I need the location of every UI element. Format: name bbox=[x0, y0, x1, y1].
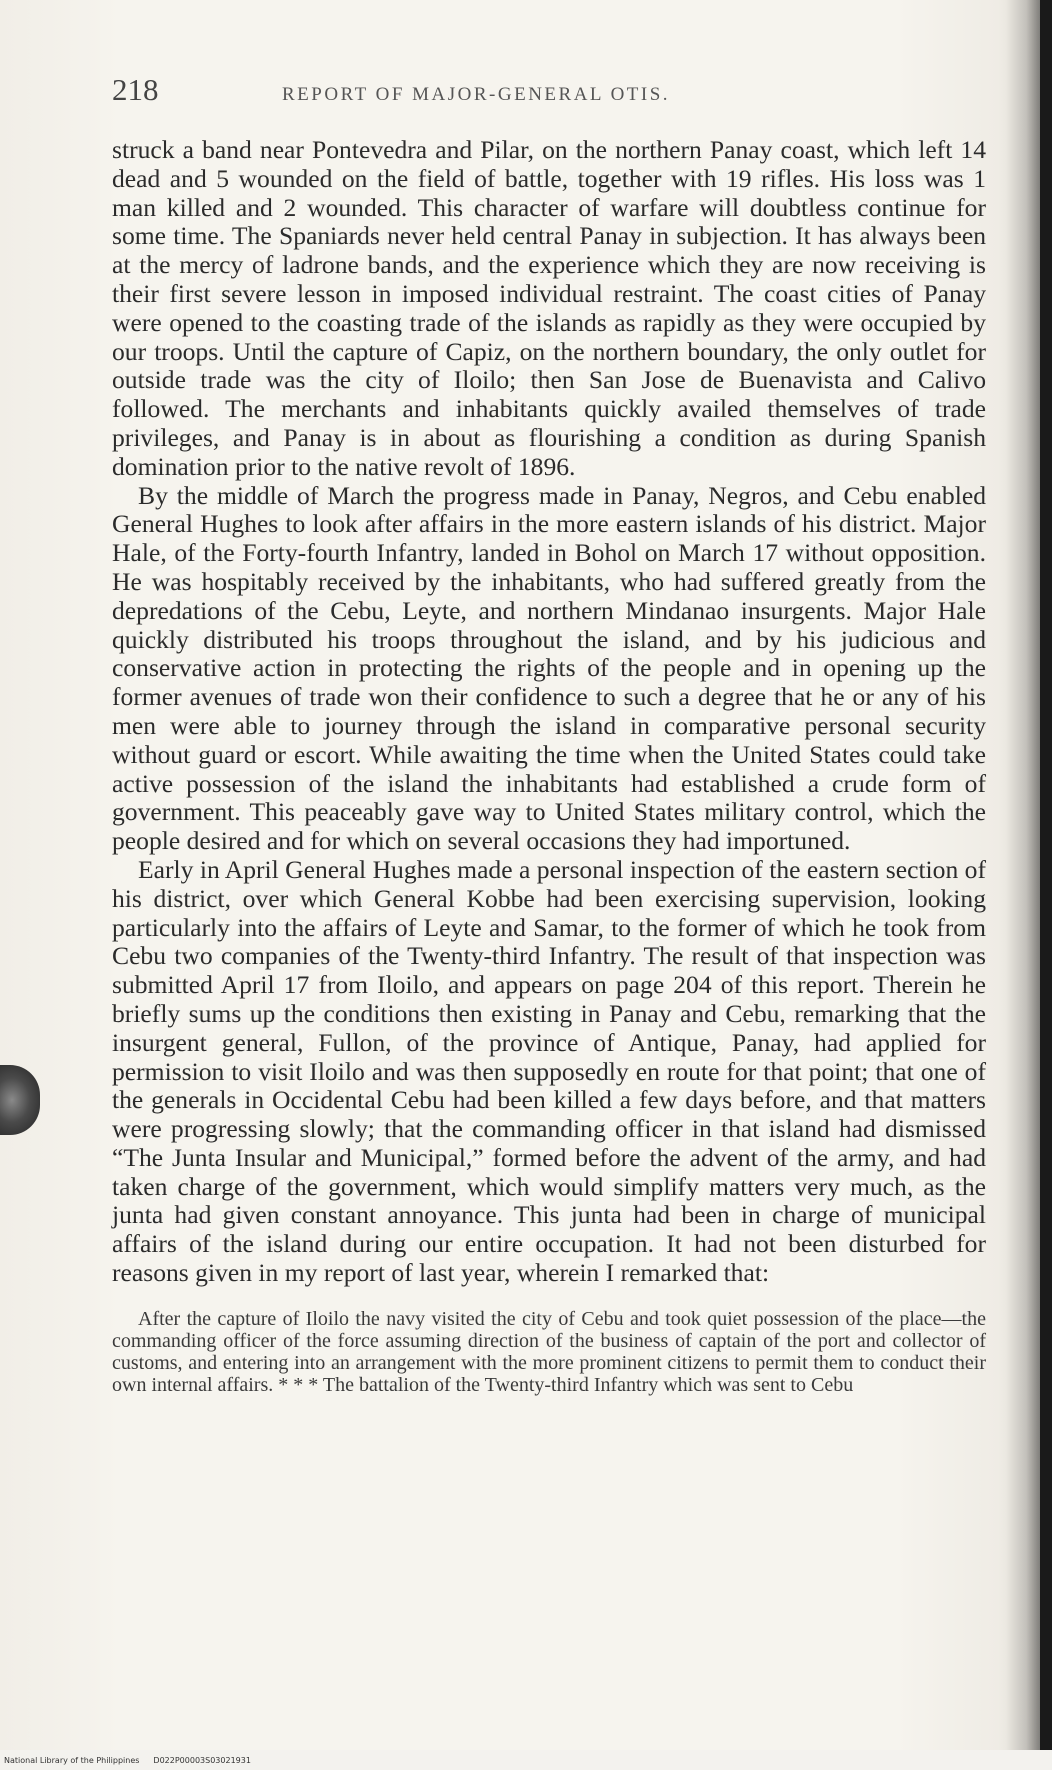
running-head bbox=[112, 72, 986, 112]
body-text bbox=[112, 136, 986, 1288]
footer-library: National Library of the Philippines bbox=[4, 1755, 140, 1765]
scan-footer bbox=[0, 1750, 1052, 1770]
paragraph-1: struck a band near Pontevedra and Pilar, on the northern Panay coast, which left 14 dead and 5 wounded on the field of battle, together with 19 rifles. His loss was 1 man killed and 2 wounded. This character of warfare will doubtless continue for some time. The Spaniards never held central Panay in subjection. It has always been at the mercy of ladrone bands, and the experience which they are now receiving is their first severe lesson in imposed individual restraint. The coast cities of Panay were opened to the coasting trade of the islands as rapidly as they were occupied by our troops. Until the capture of Capiz, on the northern boundary, the only outlet for outside trade was the city of Iloilo; then San Jose de Buenavista and Calivo followed. The merchants and inhabitants quickly availed themselves of trade privileges, and Panay is in about as flourishing a condition as during Spanish domination prior to the native revolt of 1896. bbox=[112, 135, 986, 481]
page-number: 218 bbox=[112, 72, 159, 107]
footer-reference: D022P00003S03021931 bbox=[153, 1755, 251, 1765]
block-quote: After the capture of Iloilo the navy visited the city of Cebu and took quiet possession of the place—the commanding officer of the force assuming direction of the business of captain of the port and collector of customs, and entering into an arrangement with the more prominent citizens to permit them to conduct their own internal affairs. * * * The battalion of the Twenty-third Infantry which was sent to Cebu bbox=[112, 1307, 986, 1396]
paragraph-2: By the middle of March the progress made in Panay, Negros, and Cebu enabled General Hughes to look after affairs in the more eastern islands of his district. Major Hale, of the Forty-fourth Infantry, landed in Bohol on March 17 without opposition. He was hospitably received by the inhabitants, who had suffered greatly from the depredations of the Cebu, Leyte, and northern Mindanao insurgents. Major Hale quickly distributed his troops throughout the island, and by his judicious and conservative action in protecting the rights of the people and in opening up the former avenues of trade won their confidence to such a degree that he or any of his men were able to journey through the island in comparative personal security without guard or escort. While awaiting the time when the United States could take active possession of the island the inhabitants had established a crude form of government. This peaceably gave way to United States military control, which the people desired and for which on several occasions they had importuned. bbox=[112, 480, 986, 856]
running-title: REPORT OF MAJOR-GENERAL OTIS. bbox=[282, 84, 671, 105]
paragraph-3: Early in April General Hughes made a personal inspection of the eastern section of his district, over which General Kobbe had been exercising supervision, looking particularly into the affairs of Leyte and Samar, to the former of which he took from Cebu two companies of the Twenty-third Infantry. The result of that inspection was submitted April 17 from Iloilo, and appears on page 204 of this report. Therein he briefly sums up the conditions then existing in Panay and Cebu, remarking that the insurgent general, Fullon, of the province of Antique, Panay, had applied for permission to visit Iloilo and was then supposedly en route for that point; that one of the generals in Occidental Cebu had been killed a few days before, and that matters were progressing slowly; that the commanding officer in that island had dismissed “The Junta Insular and Municipal,” formed before the advent of the army, and had taken charge of the government, which would simplify matters very much, as the junta had given constant annoyance. This junta had been in charge of municipal affairs of the island during our entire occupation. It had not been disturbed for reasons given in my report of last year, wherein I remarked that: bbox=[112, 854, 986, 1288]
